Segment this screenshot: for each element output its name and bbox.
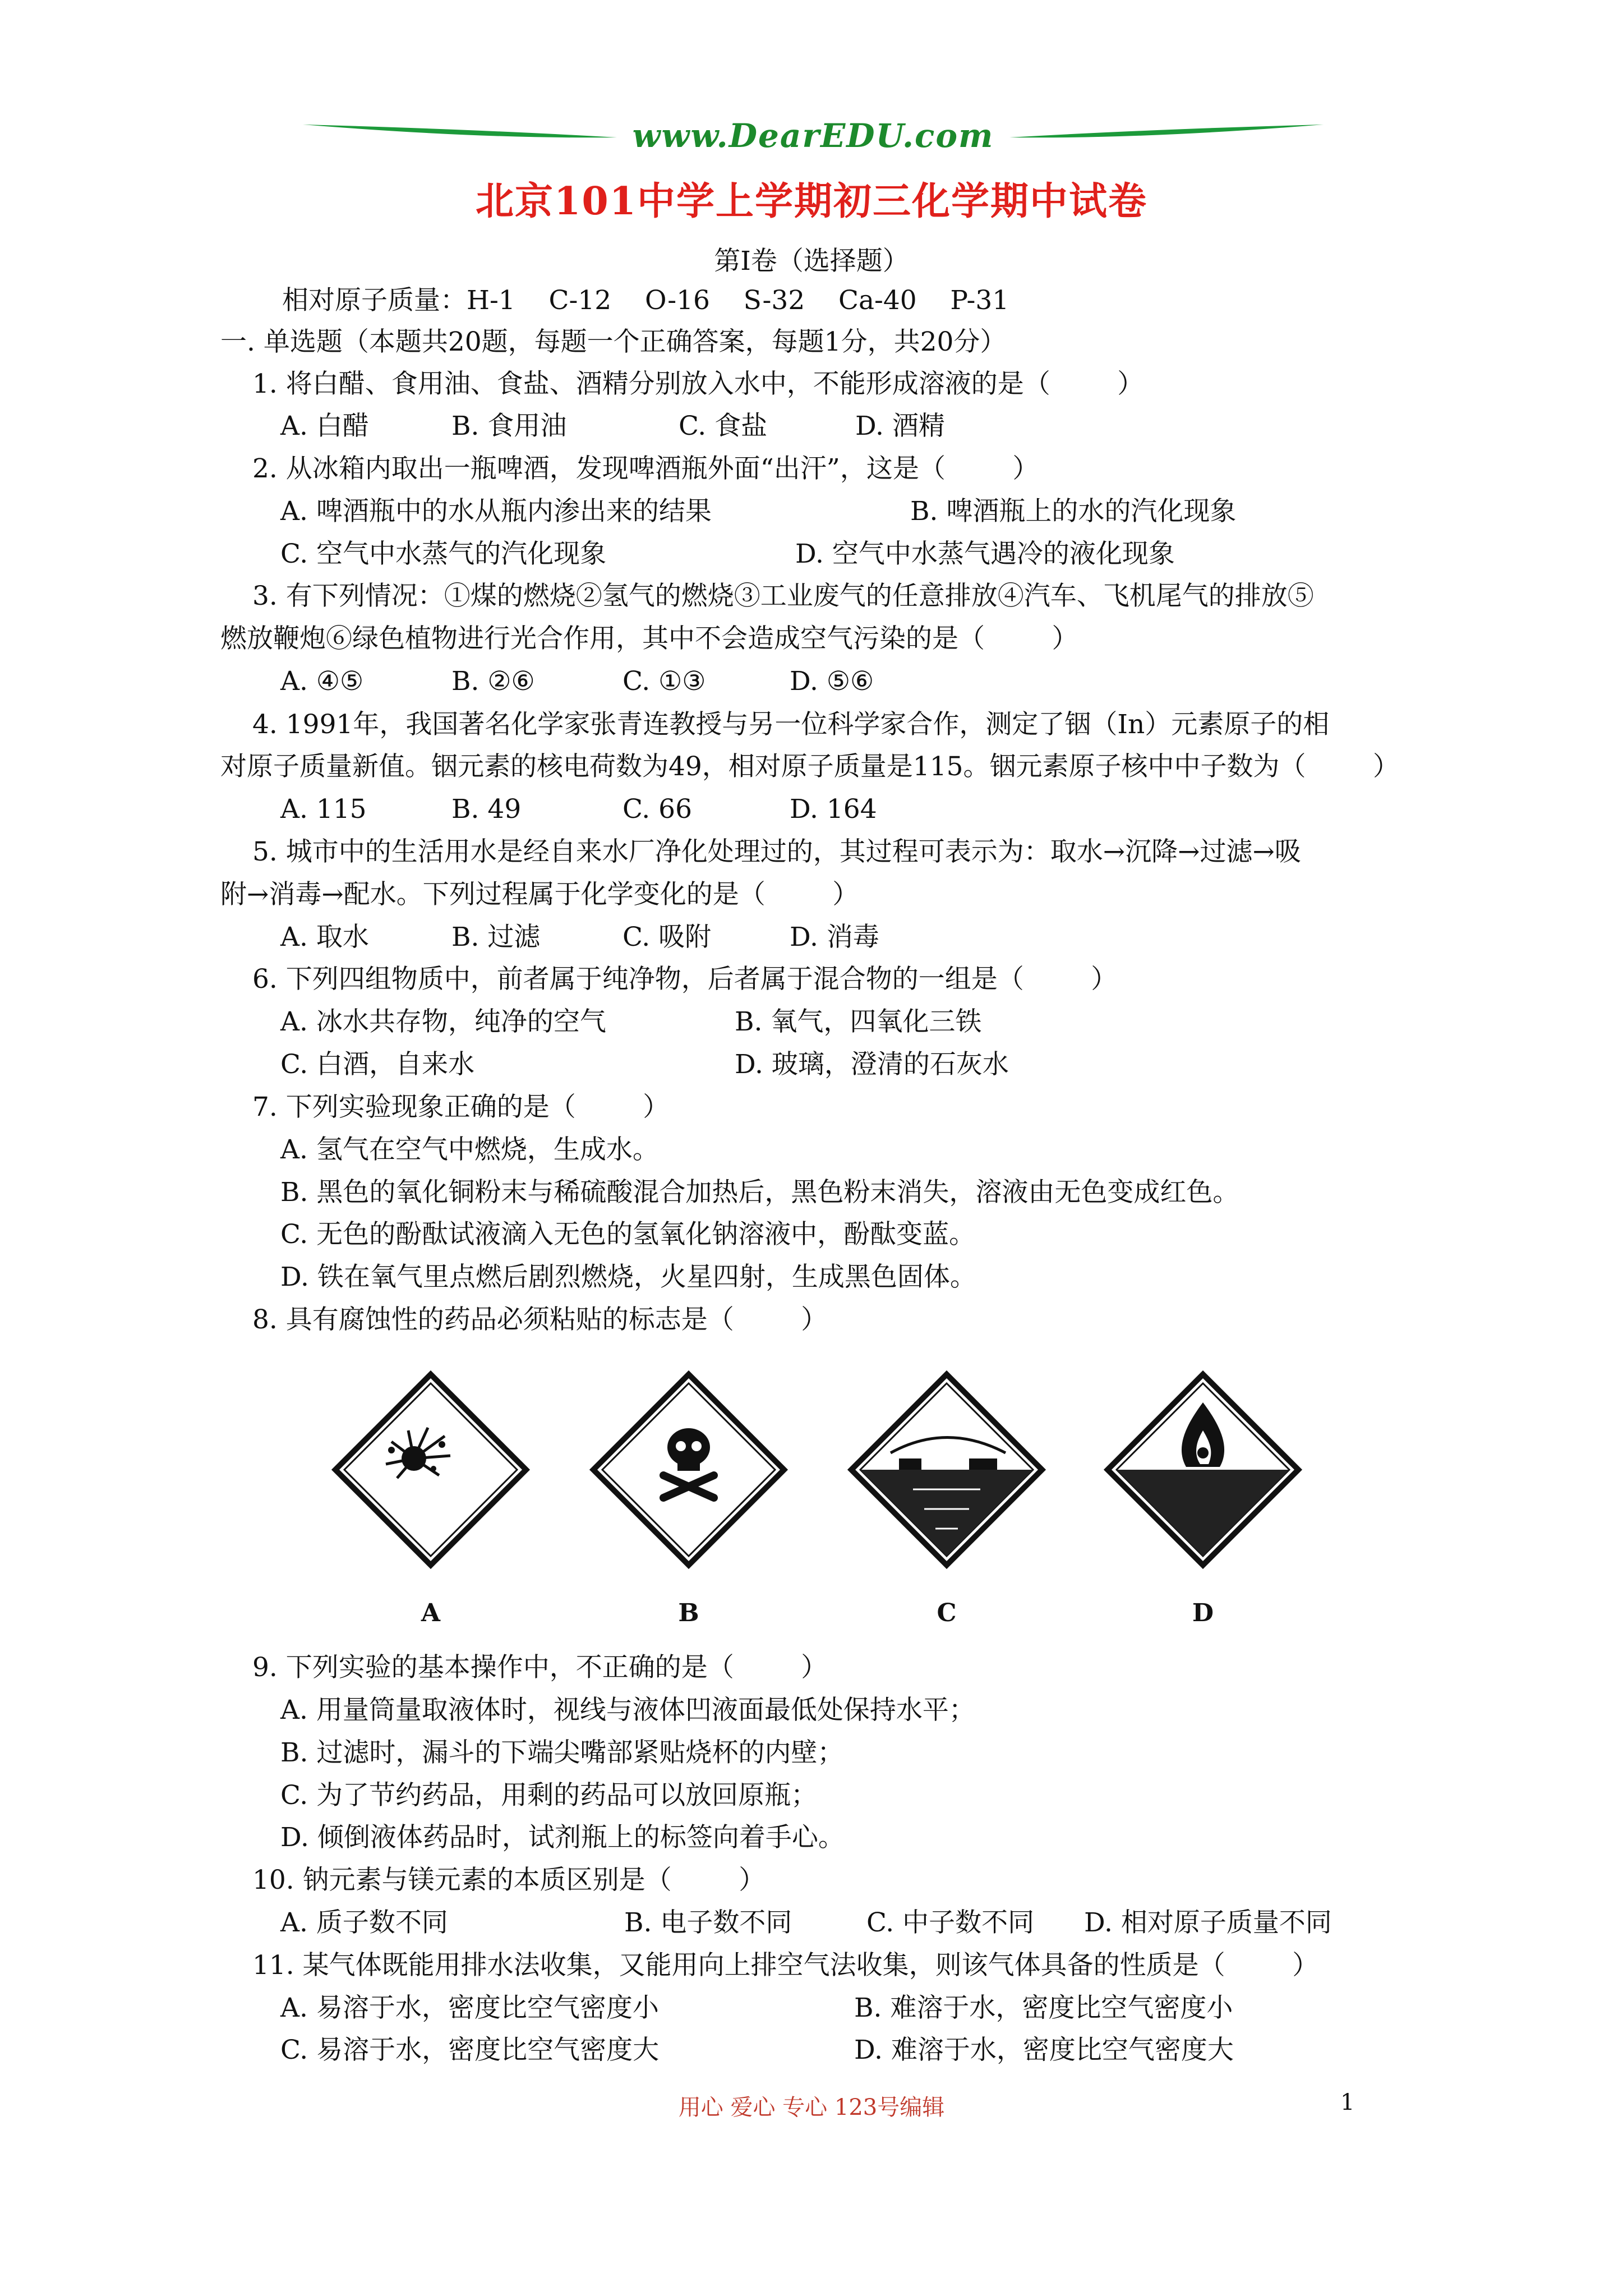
question-stem: 6. 下列四组物质中，前者属于纯净物，后者属于混合物的一组是（ ） [252, 964, 1118, 995]
option: D. 相对原子质量不同 [1084, 1907, 1332, 1938]
option: B. 49 [451, 794, 522, 825]
option: C. 食盐 [679, 411, 768, 441]
option: A. 用量筒量取液体时，视线与液体凹液面最低处保持水平； [280, 1695, 975, 1726]
question-stem: 9. 下列实验的基本操作中，不正确的是（ ） [252, 1652, 828, 1683]
option: D. ⑤⑥ [790, 666, 874, 697]
sign-label-b: B [678, 1599, 699, 1627]
option: D. 玻璃，澄清的石灰水 [735, 1049, 1009, 1080]
atomic-masses: 相对原子质量：H-1 C-12 O-16 S-32 Ca-40 P-31 [282, 285, 1009, 316]
section-instruction: 一. 单选题（本题共20题，每题一个正确答案，每题1分，共20分） [220, 326, 1007, 357]
option: B. 电子数不同 [624, 1907, 792, 1938]
explosive-hazard-icon [330, 1369, 532, 1571]
option: B. 过滤时，漏斗的下端尖嘴部紧贴烧杯的内壁； [280, 1737, 844, 1768]
page-number: 1 [1340, 2090, 1355, 2115]
option: B. 黑色的氧化铜粉末与稀硫酸混合加热后，黑色粉末消失，溶液由无色变成红色。 [280, 1177, 1239, 1208]
option: C. 易溶于水，密度比空气密度大 [280, 2035, 660, 2065]
question-stem: 10. 钠元素与镁元素的本质区别是（ ） [252, 1865, 766, 1895]
flammable-hazard-icon [1102, 1369, 1304, 1571]
page-title: 北京101中学上学期初三化学期中试卷 [476, 179, 1147, 224]
option: A. 啤酒瓶中的水从瓶内渗出来的结果 [280, 496, 712, 527]
option: A. 氢气在空气中燃烧，生成水。 [280, 1134, 659, 1165]
option: B. 难溶于水，密度比空气密度小 [854, 1993, 1233, 2023]
option: D. 164 [790, 794, 877, 825]
option: A. 115 [280, 794, 367, 825]
question-stem: 2. 从冰箱内取出一瓶啤酒，发现啤酒瓶外面“出汗”，这是（ ） [252, 453, 1039, 484]
question-stem-continued: 附→消毒→配水。下列过程属于化学变化的是（ ） [220, 879, 859, 910]
question-stem: 11. 某气体既能用排水法收集，又能用向上排空气法收集，则该气体具备的性质是（ ） [252, 1950, 1319, 1981]
part-heading: 第I卷（选择题） [714, 246, 909, 277]
option: B. 过滤 [451, 922, 541, 953]
sign-label-a: A [421, 1599, 441, 1627]
question-stem: 1. 将白醋、食用油、食盐、酒精分别放入水中，不能形成溶液的是（ ） [252, 369, 1144, 399]
corrosive-hazard-icon [846, 1369, 1048, 1571]
option: A. 质子数不同 [280, 1907, 448, 1938]
option: C. ①③ [623, 666, 706, 697]
question-stem-continued: 对原子质量新值。铟元素的核电荷数为49，相对原子质量是115。铟元素原子核中中子数为（ ） [220, 751, 1400, 782]
option: D. 难溶于水，密度比空气密度大 [854, 2035, 1234, 2065]
option: A. 取水 [280, 922, 369, 953]
option: C. 无色的酚酞试液滴入无色的氢氧化钠溶液中，酚酞变蓝。 [280, 1219, 976, 1250]
question-stem: 8. 具有腐蚀性的药品必须粘贴的标志是（ ） [252, 1304, 828, 1335]
sign-label-d: D [1192, 1599, 1214, 1627]
option: D. 酒精 [855, 411, 945, 441]
option: C. 为了节约药品，用剩的药品可以放回原瓶； [280, 1780, 818, 1811]
option: B. ②⑥ [451, 666, 535, 697]
header-banner [303, 112, 1324, 163]
option: D. 倾倒液体药品时，试剂瓶上的标签向着手心。 [280, 1822, 845, 1853]
site-url[interactable]: www.DearEDU.com [632, 117, 994, 155]
question-stem: 3. 有下列情况：①煤的燃烧②氢气的燃烧③工业废气的任意排放④汽车、飞机尾气的排放⑤ [252, 581, 1314, 611]
option: D. 空气中水蒸气遇冷的液化现象 [795, 539, 1175, 569]
question-stem: 5. 城市中的生活用水是经自来水厂净化处理过的，其过程可表示为：取水→沉降→过滤→吸 [252, 836, 1301, 867]
option: B. 氧气，四氧化三铁 [735, 1006, 982, 1037]
footer-text: 用心 爱心 专心 123号编辑 [678, 2095, 945, 2120]
option: A. 易溶于水，密度比空气密度小 [280, 1993, 659, 2023]
toxic-skull-hazard-icon [588, 1369, 790, 1571]
option: C. 吸附 [623, 922, 712, 953]
question-stem: 4. 1991年，我国著名化学家张青连教授与另一位科学家合作，测定了铟（In）元素原子的相 [252, 709, 1330, 740]
sign-label-c: C [937, 1599, 957, 1627]
option: D. 消毒 [790, 922, 879, 953]
question-stem-continued: 燃放鞭炮⑥绿色植物进行光合作用，其中不会造成空气污染的是（ ） [220, 623, 1078, 654]
option: C. 中子数不同 [866, 1907, 1035, 1938]
option: C. 66 [623, 794, 692, 825]
option: D. 铁在氧气里点燃后剧烈燃烧，火星四射，生成黑色固体。 [280, 1262, 976, 1292]
option: A. 冰水共存物，纯净的空气 [280, 1006, 606, 1037]
option: C. 空气中水蒸气的汽化现象 [280, 539, 607, 569]
option: B. 食用油 [451, 411, 567, 441]
option: A. ④⑤ [280, 666, 364, 697]
question-stem: 7. 下列实验现象正确的是（ ） [252, 1092, 670, 1122]
option: B. 啤酒瓶上的水的汽化现象 [910, 496, 1237, 527]
option: C. 白酒，自来水 [280, 1049, 475, 1080]
option: A. 白醋 [280, 411, 369, 441]
